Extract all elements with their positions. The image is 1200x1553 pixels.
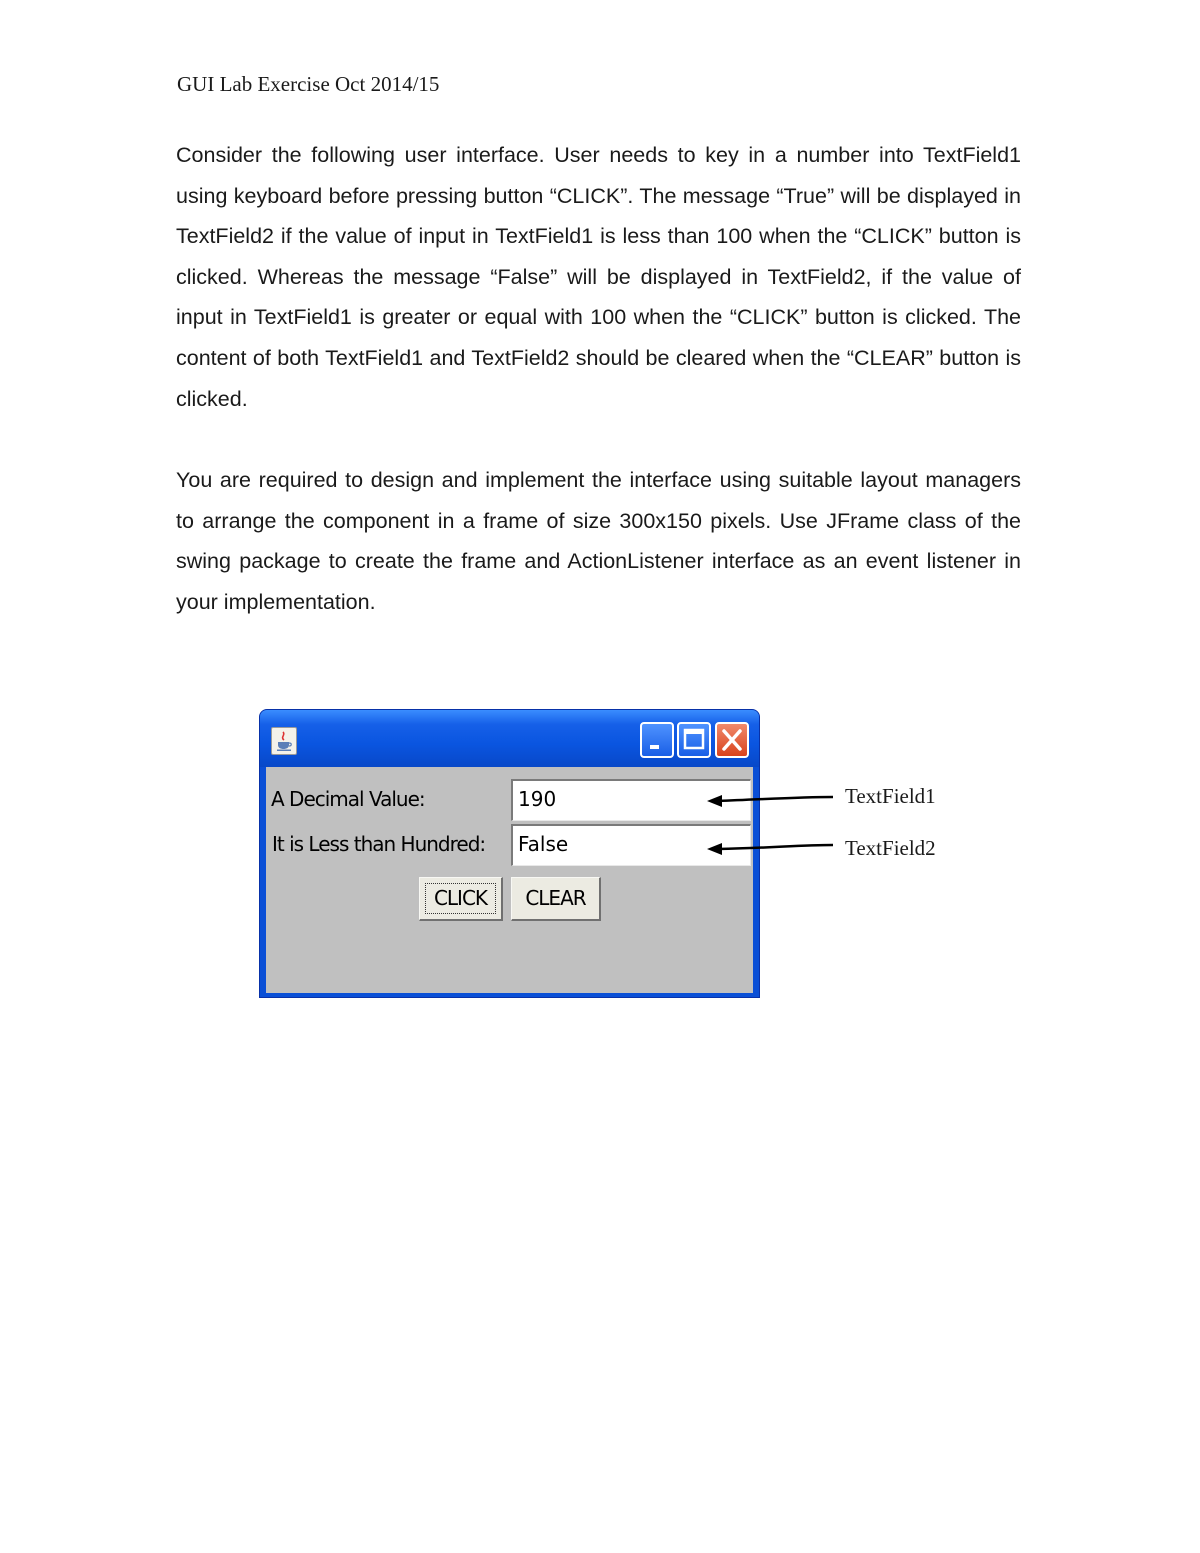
page-heading: GUI Lab Exercise Oct 2014/15	[177, 72, 440, 96]
less-than-hundred-label: It is Less than Hundred:	[272, 832, 486, 856]
arrow-textfield1	[707, 795, 833, 807]
paragraph-requirements: You are required to design and implement the interface using suitable layout managers to arrange the component in a frame of size 300x150 pixels. Use JFrame class of the swing package to create the frame and ActionListener interface as an event listener in your implementation.	[176, 468, 1021, 614]
decimal-value-label: A Decimal Value:	[271, 787, 425, 811]
textfield1-input[interactable]: 190	[511, 779, 751, 821]
callout-textfield2: TextField2	[845, 836, 936, 860]
click-button-label: CLICK	[433, 886, 488, 910]
paragraph-description: Consider the following user interface. User needs to key in a number into TextField1 using keyboard before pressing button “CLICK”. The message “True” will be displayed in TextField2 if the value of input in TextField1 is less than 100 when the “CLICK” button is clicked. Whereas the message “False” will be displayed in TextField2, if the value of input in TextField1 is greater or equal with 100 when the “CLICK” button is clicked. The content of both TextField1 and TextField2 should be cleared when the “CLEAR” button is clicked.	[176, 143, 1021, 411]
clear-button[interactable]: CLEAR	[511, 877, 601, 921]
textfield2-output[interactable]: False	[511, 824, 751, 866]
arrow-textfield2	[707, 843, 833, 855]
callout-textfield1: TextField1	[845, 784, 936, 808]
